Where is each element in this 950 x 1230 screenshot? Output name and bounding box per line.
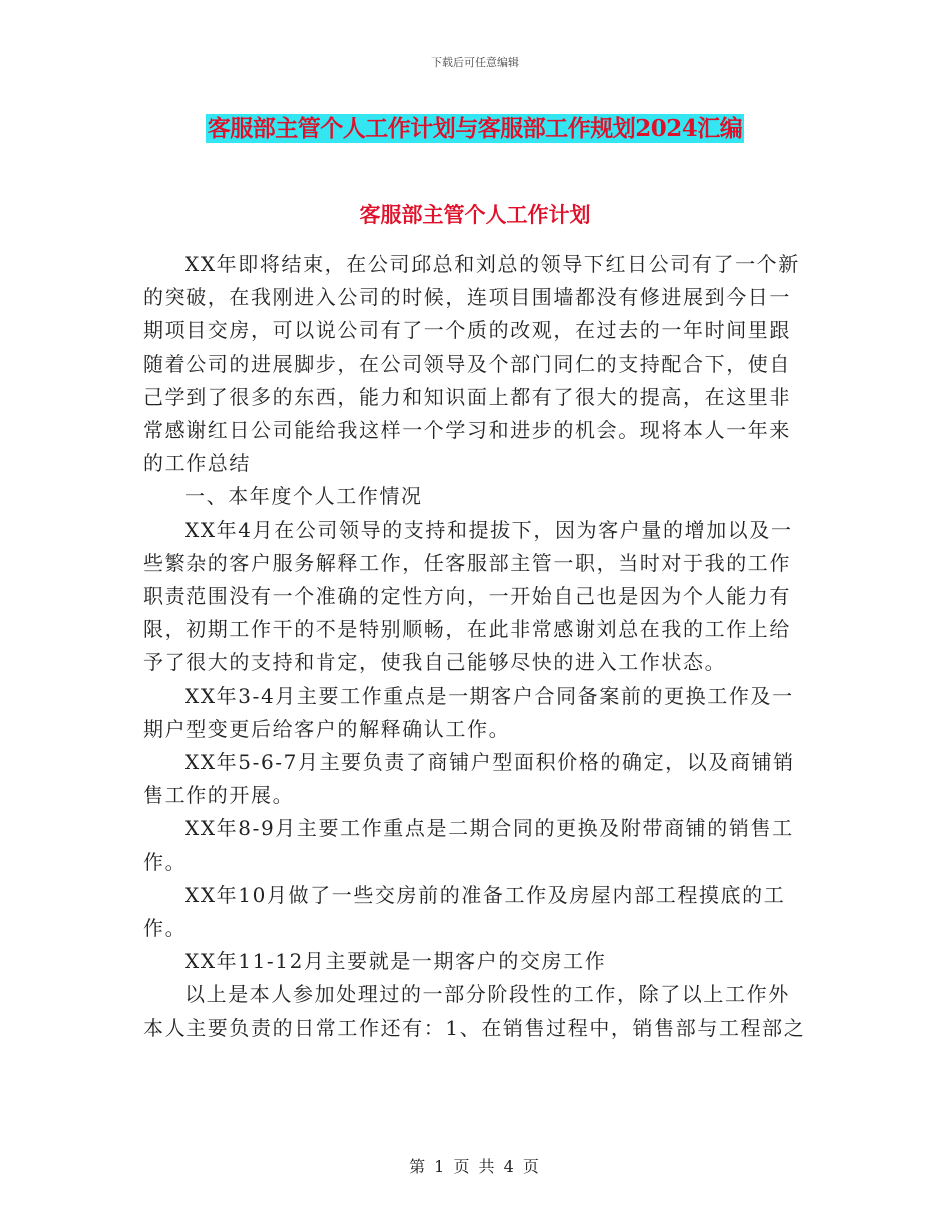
document-body xyxy=(143,248,808,1045)
paragraph-may-july: XX年5-6-7月主要负责了商铺户型面积价格的确定，以及商铺销售工作的开展。 xyxy=(143,750,795,808)
document-title xyxy=(0,112,950,145)
paragraph-nov-dec: XX年11-12月主要就是一期客户的交房工作 xyxy=(185,949,607,974)
paragraph-intro: XX年即将结束，在公司邱总和刘总的领导下红日公司有了一个新的突破，在我刚进入公司的时候，连项目围墙都没有修进展到今日一期项目交房，可以说公司有了一个质的改观，在过去的一年时间里跟随着公司的进展脚步，在公司领导及个部门同仁的支持配合下，使自己学到了很多的东西，能力和知识面上都有了很大的提高，在这里非常感谢红日公司能给我这样一个学习和进步的机会。现将本人一年来的工作总结 xyxy=(143,252,800,476)
paragraph-aug-sep: XX年8-9月主要工作重点是二期合同的更换及附带商铺的销售工作。 xyxy=(143,816,794,874)
document-title-text: 客服部主管个人工作计划与客服部工作规划2024汇编 xyxy=(207,115,743,142)
page-number: 第 1 页 共 4 页 xyxy=(409,1157,541,1176)
paragraph-summary: 以上是本人参加处理过的一部分阶段性的工作，除了以上工作外本人主要负责的日常工作还有：1、在销售过程中，销售部与工程部之 xyxy=(143,982,806,1040)
paragraph-april: XX年4月在公司领导的支持和提拔下，因为客户量的增加以及一些繁杂的客户服务解释工作，任客服部主管一职，当时对于我的工作职责范围没有一个准确的定性方向，一开始自己也是因为个人能力有限，初期工作干的不是特别顺畅，在此非常感谢刘总在我的工作上给予了很大的支持和肯定，使我自己能够尽快的进入工作状态。 xyxy=(143,517,793,675)
paragraph-heading-1: 一、本年度个人工作情况 xyxy=(185,484,423,509)
paragraph-march-april: XX年3-4月主要工作重点是一期客户合同备案前的更换工作及一期户型变更后给客户的解释确认工作。 xyxy=(143,683,794,741)
section-title: 客服部主管个人工作计划 xyxy=(359,202,591,227)
header-note: 下载后可任意编辑 xyxy=(431,56,519,69)
paragraph-october: XX年10月做了一些交房前的准备工作及房屋内部工程摸底的工作。 xyxy=(143,882,786,941)
